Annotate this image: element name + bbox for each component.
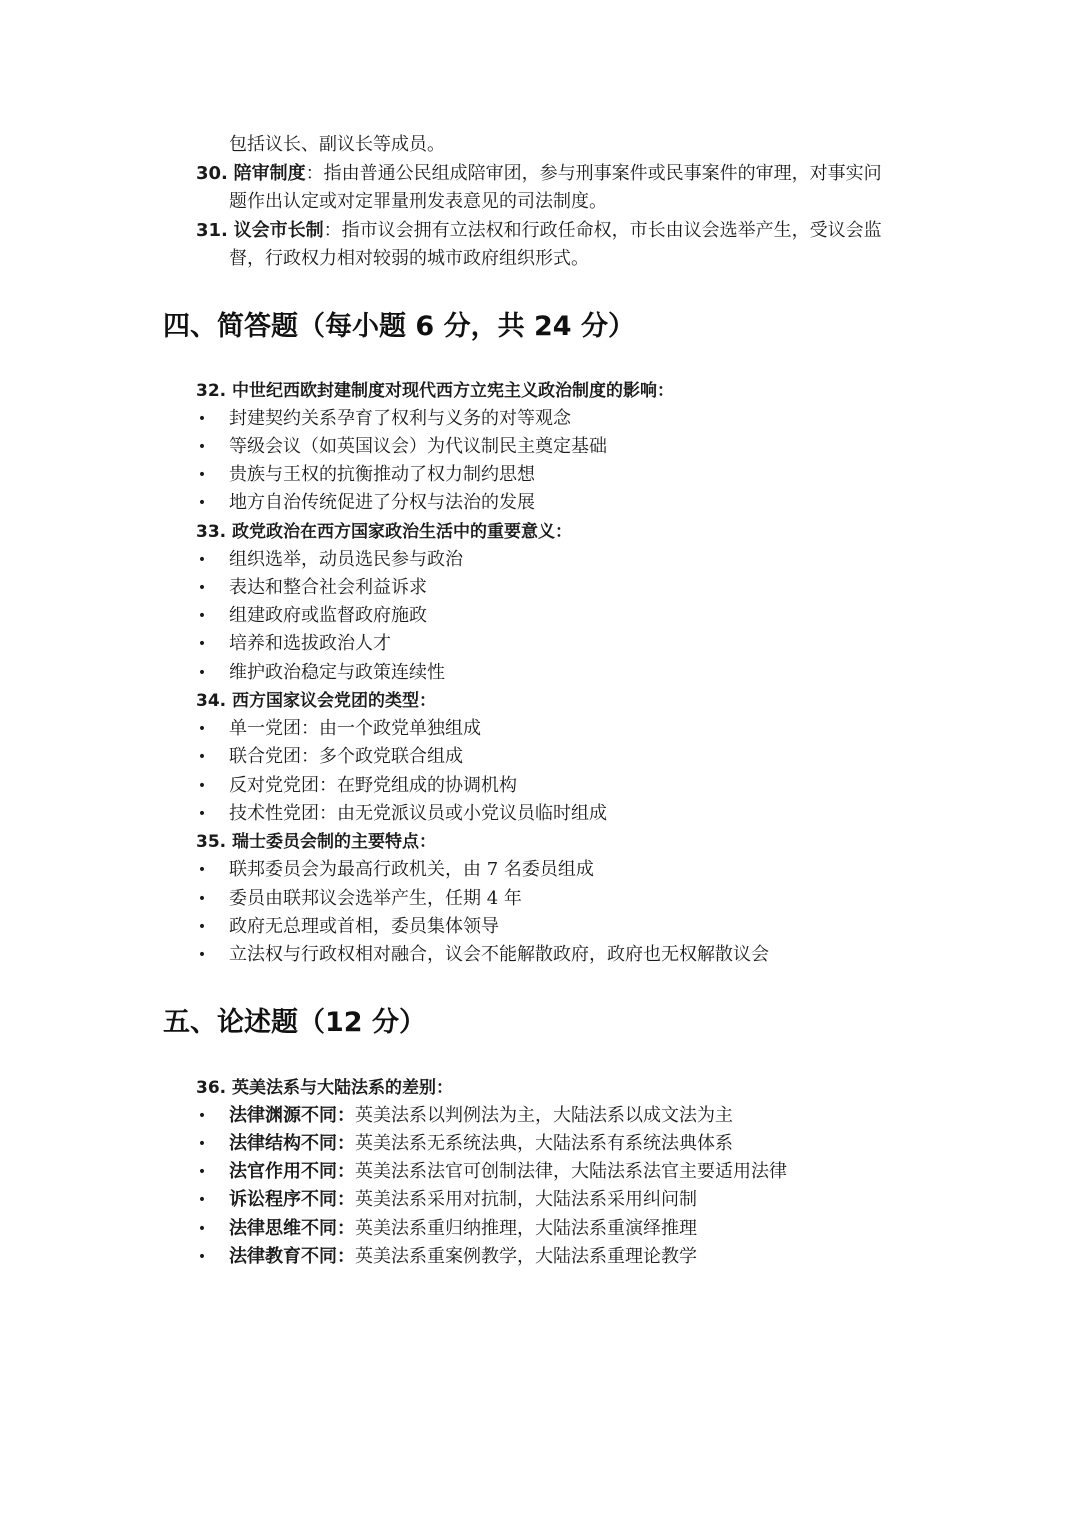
- list-item-text: 英美法系采用对抗制，大陆法系采用纠问制: [355, 1189, 697, 1210]
- list-item-text: 封建契约关系孕育了权利与义务的对等观念: [229, 408, 571, 429]
- list-item-text: 地方自治传统促进了分权与法治的发展: [229, 492, 535, 513]
- list-item-text: 等级会议（如英国议会）为代议制民主奠定基础: [229, 436, 607, 457]
- list-item-text: 英美法系重归纳推理，大陆法系重演绎推理: [355, 1218, 697, 1239]
- list-item-label: 法律思维不同：: [229, 1218, 355, 1239]
- list-item-label: 法官作用不同：: [229, 1161, 355, 1182]
- question-title: 34. 西方国家议会党团的类型：: [196, 691, 437, 711]
- definition-number: 31.: [196, 220, 228, 241]
- bullet-icon: •: [197, 1192, 207, 1208]
- definition-item: [196, 217, 882, 245]
- bullet-icon: •: [197, 1108, 207, 1124]
- definition-number: 30.: [196, 163, 228, 184]
- bullet-icon: •: [197, 608, 207, 624]
- bullet-icon: •: [197, 552, 207, 568]
- definition-text-continued: 督，行政权力相对较弱的城市政府组织形式。: [229, 248, 589, 269]
- list-item-text: 反对党党团：在野党组成的协调机构: [229, 775, 517, 796]
- bullet-icon: •: [197, 947, 207, 963]
- section-heading-essay: 五、论述题（12 分）: [163, 1007, 426, 1038]
- list-item-text: 贵族与王权的抗衡推动了权力制约思想: [229, 464, 535, 485]
- definition-continuation: 包括议长、副议长等成员。: [229, 134, 445, 155]
- bullet-icon: •: [197, 1136, 207, 1152]
- bullet-icon: •: [197, 439, 207, 455]
- list-item-text: 单一党团：由一个政党单独组成: [229, 718, 481, 739]
- list-item-label: 诉讼程序不同：: [229, 1189, 355, 1210]
- question-title: 35. 瑞士委员会制的主要特点：: [196, 832, 437, 852]
- list-item-label: 法律结构不同：: [229, 1133, 355, 1154]
- list-item-label: 法律教育不同：: [229, 1246, 355, 1267]
- bullet-icon: •: [197, 862, 207, 878]
- bullet-icon: •: [197, 411, 207, 427]
- list-item-text: 联合党团：多个政党联合组成: [229, 746, 463, 767]
- list-item-text: 维护政治稳定与政策连续性: [229, 662, 445, 683]
- bullet-icon: •: [197, 1249, 207, 1265]
- list-item-text: 政府无总理或首相，委员集体领导: [229, 916, 499, 937]
- bullet-icon: •: [197, 467, 207, 483]
- definition-text: 指由普通公民组成陪审团，参与刑事案件或民事案件的审理，对事实问: [323, 163, 882, 184]
- bullet-icon: •: [197, 749, 207, 765]
- list-item-text: 英美法系无系统法典，大陆法系有系统法典体系: [355, 1133, 733, 1154]
- question-title: 32. 中世纪西欧封建制度对现代西方立宪主义政治制度的影响：: [196, 381, 675, 401]
- definition-term: 陪审制度: [233, 163, 306, 184]
- list-item-label: 法律渊源不同：: [229, 1105, 355, 1126]
- bullet-icon: •: [197, 495, 207, 511]
- definition-colon: ：: [305, 163, 324, 184]
- list-item-text: 培养和选拔政治人才: [229, 633, 391, 654]
- definition-term: 议会市长制: [233, 220, 324, 241]
- list-item-text: 组织选举，动员选民参与政治: [229, 549, 463, 570]
- section-heading-short-answer: 四、简答题（每小题 6 分，共 24 分）: [163, 311, 635, 342]
- bullet-icon: •: [197, 665, 207, 681]
- bullet-icon: •: [197, 806, 207, 822]
- list-item-text: 英美法系重案例教学，大陆法系重理论教学: [355, 1246, 697, 1267]
- definition-colon: ：: [323, 220, 342, 241]
- list-item-text: 委员由联邦议会选举产生，任期 4 年: [229, 888, 522, 909]
- definition-text-continued: 题作出认定或对定罪量刑发表意见的司法制度。: [229, 191, 607, 212]
- list-item-text: 联邦委员会为最高行政机关，由 7 名委员组成: [229, 859, 594, 880]
- bullet-icon: •: [197, 919, 207, 935]
- list-item-text: 英美法系法官可创制法律，大陆法系法官主要适用法律: [355, 1161, 787, 1182]
- list-item-text: 英美法系以判例法为主，大陆法系以成文法为主: [355, 1105, 733, 1126]
- bullet-icon: •: [197, 1221, 207, 1237]
- bullet-icon: •: [197, 891, 207, 907]
- list-item-text: 技术性党团：由无党派议员或小党议员临时组成: [229, 803, 607, 824]
- bullet-icon: •: [197, 721, 207, 737]
- bullet-icon: •: [197, 636, 207, 652]
- list-item-text: 组建政府或监督政府施政: [229, 605, 427, 626]
- bullet-icon: •: [197, 778, 207, 794]
- list-item-text: 立法权与行政权相对融合，议会不能解散政府，政府也无权解散议会: [229, 944, 769, 965]
- question-title: 33. 政党政治在西方国家政治生活中的重要意义：: [196, 522, 573, 542]
- bullet-icon: •: [197, 1164, 207, 1180]
- question-title: 36. 英美法系与大陆法系的差别：: [196, 1078, 454, 1098]
- bullet-icon: •: [197, 580, 207, 596]
- list-item-text: 表达和整合社会利益诉求: [229, 577, 427, 598]
- definition-text: 指市议会拥有立法权和行政任命权，市长由议会选举产生，受议会监: [341, 220, 882, 241]
- definition-item: [196, 160, 882, 188]
